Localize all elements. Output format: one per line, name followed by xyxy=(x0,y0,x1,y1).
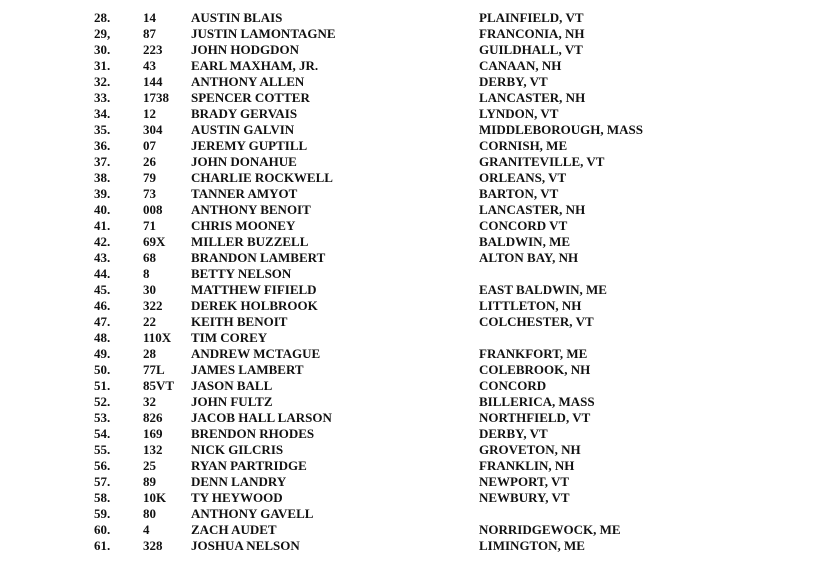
driver-name: MATTHEW FIFIELD xyxy=(191,282,317,297)
car-number: 87 xyxy=(143,26,156,41)
result-row xyxy=(0,346,815,362)
finish-position: 41. xyxy=(94,218,111,233)
finish-position: 35. xyxy=(94,122,111,137)
finish-position: 43. xyxy=(94,250,111,265)
driver-name: AUSTIN BLAIS xyxy=(191,10,283,25)
result-row xyxy=(0,234,815,250)
driver-hometown: DERBY, VT xyxy=(479,426,548,441)
car-number: 77L xyxy=(143,362,165,377)
car-number: 322 xyxy=(143,298,163,313)
result-row xyxy=(0,394,815,410)
driver-hometown: ALTON BAY, NH xyxy=(479,250,579,265)
finish-position: 42. xyxy=(94,234,111,249)
result-row xyxy=(0,26,815,42)
driver-hometown: PLAINFIELD, VT xyxy=(479,10,584,25)
result-row xyxy=(0,474,815,490)
driver-hometown: CONCORD xyxy=(479,378,547,393)
result-row xyxy=(0,442,815,458)
driver-name: JOHN FULTZ xyxy=(191,394,273,409)
finish-position: 39. xyxy=(94,186,111,201)
driver-hometown: CANAAN, NH xyxy=(479,58,562,73)
driver-hometown: FRANKLIN, NH xyxy=(479,458,575,473)
result-row xyxy=(0,330,815,346)
finish-position: 29, xyxy=(94,26,111,41)
finish-position: 56. xyxy=(94,458,111,473)
car-number: 85VT xyxy=(143,378,175,393)
result-row xyxy=(0,250,815,266)
driver-name: JASON BALL xyxy=(191,378,273,393)
driver-hometown: GROVETON, NH xyxy=(479,442,581,457)
finish-position: 61. xyxy=(94,538,111,553)
finish-position: 46. xyxy=(94,298,111,313)
driver-hometown: BALDWIN, ME xyxy=(479,234,571,249)
finish-position: 28. xyxy=(94,10,111,25)
finish-position: 31. xyxy=(94,58,111,73)
result-row xyxy=(0,58,815,74)
driver-name: DENN LANDRY xyxy=(191,474,287,489)
driver-name: BRENDON RHODES xyxy=(191,426,315,441)
driver-name: JOSHUA NELSON xyxy=(191,538,300,553)
car-number: 304 xyxy=(143,122,163,137)
result-row xyxy=(0,426,815,442)
driver-hometown: GUILDHALL, VT xyxy=(479,42,583,57)
driver-hometown: LANCASTER, NH xyxy=(479,90,586,105)
driver-hometown: CONCORD VT xyxy=(479,218,568,233)
result-row xyxy=(0,10,815,26)
driver-hometown: LIMINGTON, ME xyxy=(479,538,585,553)
result-row xyxy=(0,202,815,218)
driver-hometown: LANCASTER, NH xyxy=(479,202,586,217)
car-number: 28 xyxy=(143,346,156,361)
finish-position: 33. xyxy=(94,90,111,105)
driver-hometown: MIDDLEBOROUGH, MASS xyxy=(479,122,643,137)
driver-name: DEREK HOLBROOK xyxy=(191,298,318,313)
finish-position: 32. xyxy=(94,74,111,89)
driver-name: JEREMY GUPTILL xyxy=(191,138,308,153)
car-number: 132 xyxy=(143,442,163,457)
result-row xyxy=(0,138,815,154)
finish-position: 60. xyxy=(94,522,111,537)
finish-position: 50. xyxy=(94,362,111,377)
result-row xyxy=(0,266,815,282)
driver-name: CHARLIE ROCKWELL xyxy=(191,170,333,185)
result-row xyxy=(0,282,815,298)
driver-hometown: NORTHFIELD, VT xyxy=(479,410,591,425)
car-number: 71 xyxy=(143,218,156,233)
car-number: 14 xyxy=(143,10,156,25)
car-number: 07 xyxy=(143,138,156,153)
finish-position: 34. xyxy=(94,106,111,121)
result-row xyxy=(0,122,815,138)
driver-hometown: FRANCONIA, NH xyxy=(479,26,585,41)
car-number: 73 xyxy=(143,186,156,201)
result-row xyxy=(0,362,815,378)
driver-hometown: ORLEANS, VT xyxy=(479,170,567,185)
driver-name: NICK GILCRIS xyxy=(191,442,284,457)
car-number: 80 xyxy=(143,506,156,521)
result-row xyxy=(0,506,815,522)
result-row xyxy=(0,314,815,330)
driver-hometown: EAST BALDWIN, ME xyxy=(479,282,607,297)
driver-name: BRADY GERVAIS xyxy=(191,106,298,121)
car-number: 26 xyxy=(143,154,156,169)
result-row xyxy=(0,218,815,234)
driver-name: BETTY NELSON xyxy=(191,266,292,281)
driver-name: TANNER AMYOT xyxy=(191,186,298,201)
car-number: 22 xyxy=(143,314,156,329)
finish-position: 55. xyxy=(94,442,111,457)
driver-hometown: BARTON, VT xyxy=(479,186,559,201)
driver-name: MILLER BUZZELL xyxy=(191,234,309,249)
finish-position: 54. xyxy=(94,426,111,441)
result-row xyxy=(0,538,815,554)
car-number: 30 xyxy=(143,282,156,297)
driver-name: AUSTIN GALVIN xyxy=(191,122,295,137)
result-row xyxy=(0,410,815,426)
driver-hometown: BILLERICA, MASS xyxy=(479,394,595,409)
finish-position: 48. xyxy=(94,330,111,345)
finish-position: 45. xyxy=(94,282,111,297)
result-row xyxy=(0,490,815,506)
car-number: 4 xyxy=(143,522,150,537)
car-number: 110X xyxy=(143,330,172,345)
driver-name: ANTHONY ALLEN xyxy=(191,74,305,89)
car-number: 8 xyxy=(143,266,150,281)
driver-name: ANTHONY BENOIT xyxy=(191,202,311,217)
finish-position: 44. xyxy=(94,266,111,281)
car-number: 25 xyxy=(143,458,156,473)
car-number: 32 xyxy=(143,394,156,409)
driver-name: JACOB HALL LARSON xyxy=(191,410,332,425)
car-number: 328 xyxy=(143,538,163,553)
finish-position: 58. xyxy=(94,490,111,505)
result-row xyxy=(0,378,815,394)
finish-position: 38. xyxy=(94,170,111,185)
driver-name: JOHN DONAHUE xyxy=(191,154,297,169)
finish-position: 53. xyxy=(94,410,111,425)
car-number: 10K xyxy=(143,490,167,505)
result-row xyxy=(0,298,815,314)
result-row xyxy=(0,42,815,58)
driver-hometown: GRANITEVILLE, VT xyxy=(479,154,605,169)
finish-position: 47. xyxy=(94,314,111,329)
finish-position: 52. xyxy=(94,394,111,409)
result-row xyxy=(0,522,815,538)
car-number: 1738 xyxy=(143,90,169,105)
car-number: 12 xyxy=(143,106,156,121)
finish-position: 37. xyxy=(94,154,111,169)
car-number: 826 xyxy=(143,410,163,425)
car-number: 43 xyxy=(143,58,156,73)
driver-hometown: LITTLETON, NH xyxy=(479,298,582,313)
driver-hometown: NORRIDGEWOCK, ME xyxy=(479,522,621,537)
finish-position: 40. xyxy=(94,202,111,217)
finish-position: 36. xyxy=(94,138,111,153)
driver-name: KEITH BENOIT xyxy=(191,314,288,329)
car-number: 169 xyxy=(143,426,163,441)
driver-hometown: DERBY, VT xyxy=(479,74,548,89)
driver-name: JOHN HODGDON xyxy=(191,42,299,57)
car-number: 144 xyxy=(143,74,163,89)
driver-name: ANTHONY GAVELL xyxy=(191,506,314,521)
result-row xyxy=(0,74,815,90)
driver-name: TIM COREY xyxy=(191,330,268,345)
driver-hometown: COLEBROOK, NH xyxy=(479,362,591,377)
car-number: 69X xyxy=(143,234,166,249)
driver-name: BRANDON LAMBERT xyxy=(191,250,326,265)
car-number: 008 xyxy=(143,202,163,217)
finish-position: 51. xyxy=(94,378,111,393)
driver-name: CHRIS MOONEY xyxy=(191,218,296,233)
driver-hometown: NEWPORT, VT xyxy=(479,474,570,489)
driver-hometown: NEWBURY, VT xyxy=(479,490,570,505)
driver-name: RYAN PARTRIDGE xyxy=(191,458,307,473)
result-row xyxy=(0,154,815,170)
result-row xyxy=(0,90,815,106)
driver-hometown: CORNISH, ME xyxy=(479,138,568,153)
result-row xyxy=(0,170,815,186)
driver-name: JUSTIN LAMONTAGNE xyxy=(191,26,336,41)
driver-name: EARL MAXHAM, JR. xyxy=(191,58,319,73)
finish-position: 57. xyxy=(94,474,111,489)
driver-name: SPENCER COTTER xyxy=(191,90,310,105)
finish-position: 59. xyxy=(94,506,111,521)
driver-name: ZACH AUDET xyxy=(191,522,277,537)
results-list xyxy=(0,10,815,554)
car-number: 79 xyxy=(143,170,156,185)
driver-name: JAMES LAMBERT xyxy=(191,362,304,377)
driver-hometown: LYNDON, VT xyxy=(479,106,559,121)
driver-name: TY HEYWOOD xyxy=(191,490,283,505)
finish-position: 49. xyxy=(94,346,111,361)
result-row xyxy=(0,186,815,202)
result-row xyxy=(0,106,815,122)
car-number: 68 xyxy=(143,250,156,265)
driver-name: ANDREW MCTAGUE xyxy=(191,346,321,361)
driver-hometown: FRANKFORT, ME xyxy=(479,346,588,361)
finish-position: 30. xyxy=(94,42,111,57)
driver-hometown: COLCHESTER, VT xyxy=(479,314,594,329)
car-number: 223 xyxy=(143,42,163,57)
result-row xyxy=(0,458,815,474)
car-number: 89 xyxy=(143,474,156,489)
